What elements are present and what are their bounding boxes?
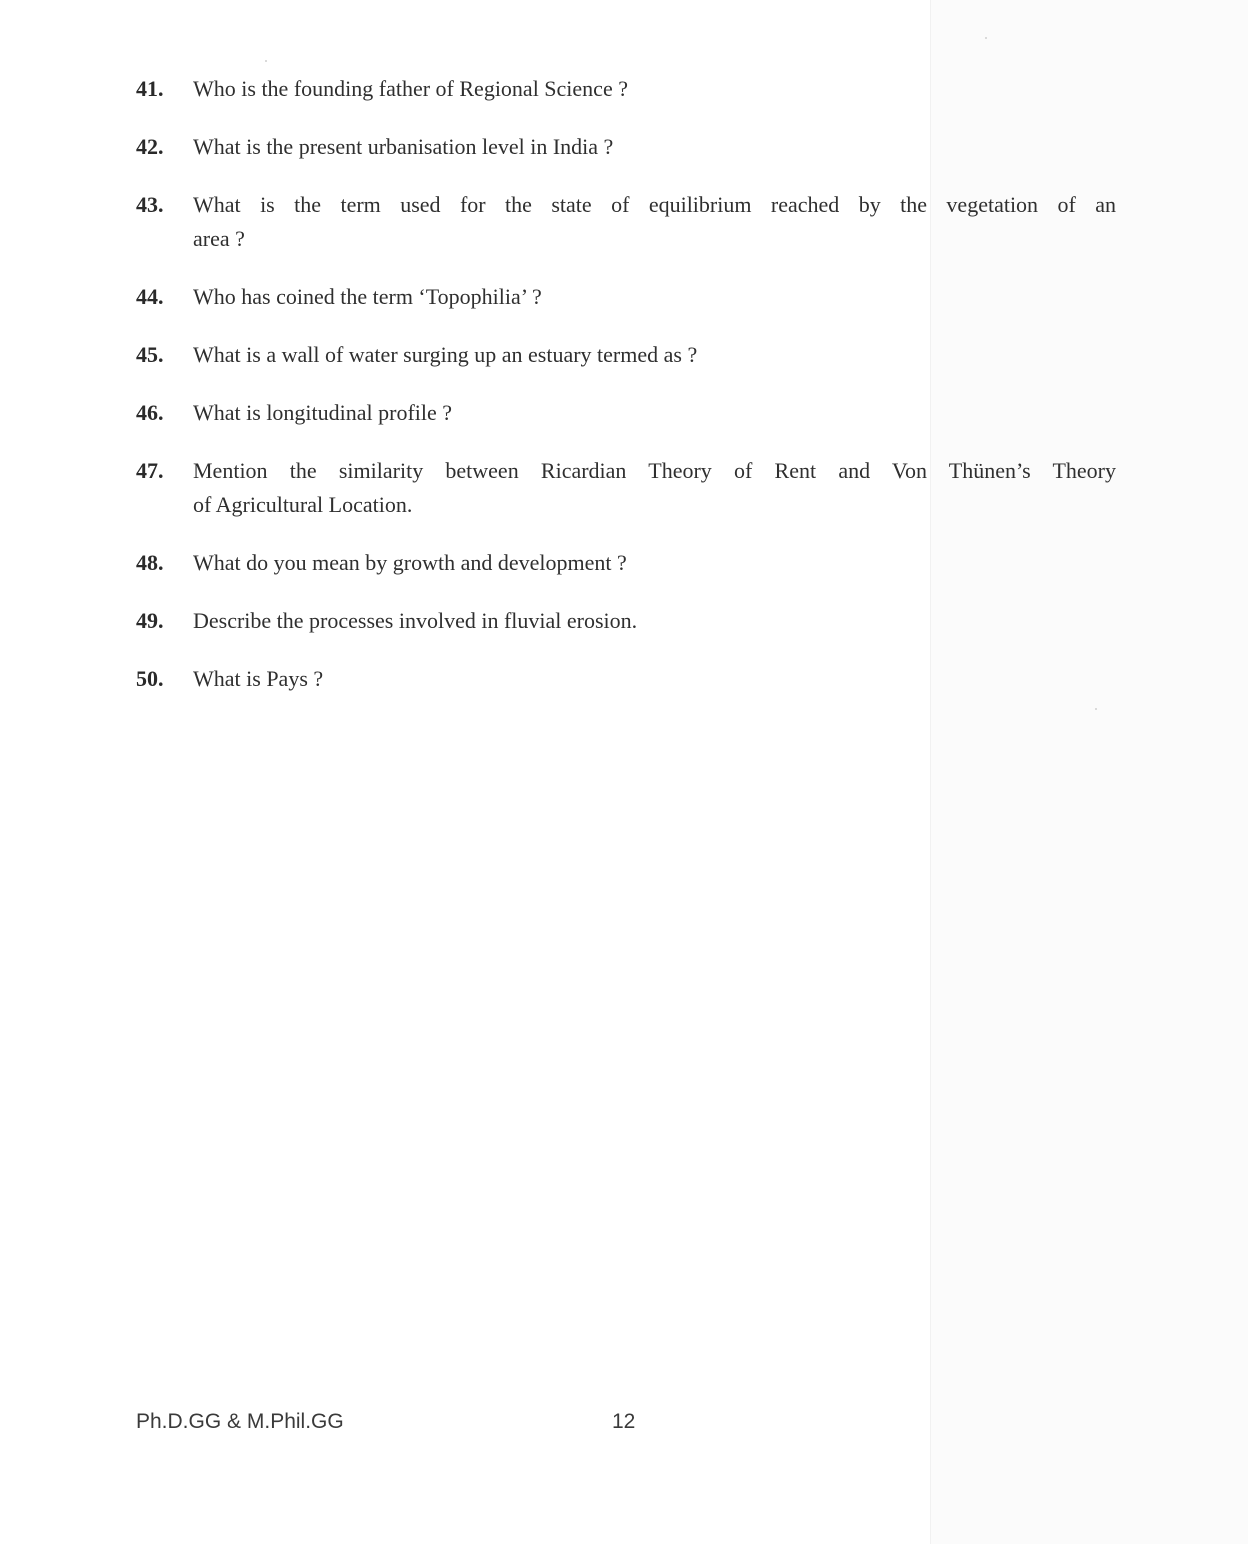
scan-speck bbox=[265, 60, 267, 62]
question-text: What is a wall of water surging up an estuary termed as ? bbox=[193, 342, 698, 367]
question-text-line-2: of Agricultural Location. bbox=[193, 492, 413, 517]
question-46 bbox=[136, 396, 1116, 430]
footer-page-number: 12 bbox=[612, 1410, 636, 1433]
question-text: What do you mean by growth and development ? bbox=[193, 550, 627, 575]
question-number: 47. bbox=[136, 458, 164, 483]
question-text: What is longitudinal profile ? bbox=[193, 400, 453, 425]
question-number: 41. bbox=[136, 76, 164, 101]
question-text-line-2: area ? bbox=[193, 226, 245, 251]
scan-speck bbox=[985, 37, 987, 39]
question-list bbox=[136, 72, 1116, 720]
question-48 bbox=[136, 546, 1116, 580]
question-43 bbox=[136, 188, 1116, 256]
question-text: What is the present urbanisation level in India ? bbox=[193, 134, 614, 159]
question-45 bbox=[136, 338, 1116, 372]
question-text: What is Pays ? bbox=[193, 666, 324, 691]
question-number: 50. bbox=[136, 666, 164, 691]
question-number: 49. bbox=[136, 608, 164, 633]
question-50 bbox=[136, 662, 1116, 696]
question-number: 45. bbox=[136, 342, 164, 367]
question-text: Who is the founding father of Regional Science ? bbox=[193, 76, 628, 101]
scan-speck bbox=[1095, 708, 1097, 710]
question-text: Who has coined the term ‘Topophilia’ ? bbox=[193, 284, 542, 309]
question-42 bbox=[136, 130, 1116, 164]
question-number: 44. bbox=[136, 284, 164, 309]
question-number: 42. bbox=[136, 134, 164, 159]
question-text bbox=[193, 454, 1116, 522]
question-text-line-1: Mention the similarity between Ricardian Theory of Rent and Von Thünen’s Theory bbox=[193, 458, 1116, 483]
question-number: 46. bbox=[136, 400, 164, 425]
footer-exam-code: Ph.D.GG & M.Phil.GG bbox=[136, 1410, 344, 1433]
question-41 bbox=[136, 72, 1116, 106]
question-text-line-1: What is the term used for the state of equilibrium reached by the vegetation of an bbox=[193, 192, 1116, 217]
question-47 bbox=[136, 454, 1116, 522]
question-text bbox=[193, 188, 1116, 256]
question-number: 48. bbox=[136, 550, 164, 575]
question-text: Describe the processes involved in fluvial erosion. bbox=[193, 608, 638, 633]
question-44 bbox=[136, 280, 1116, 314]
question-49 bbox=[136, 604, 1116, 638]
question-number: 43. bbox=[136, 192, 164, 217]
